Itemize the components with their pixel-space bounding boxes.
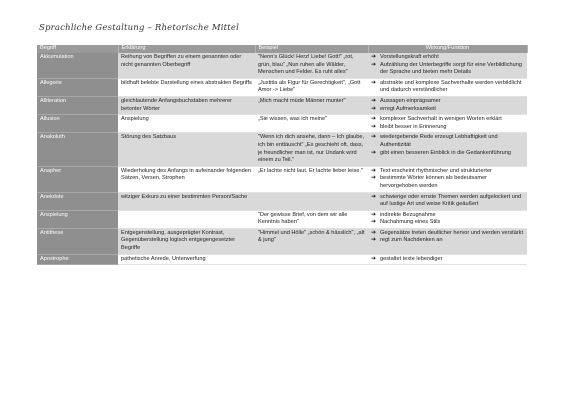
arrow-right-icon: ➔ <box>371 134 377 141</box>
term-cell: Akkumulation <box>37 53 118 78</box>
term-cell: Anapher <box>37 166 118 192</box>
effect-item <box>371 124 524 132</box>
effect-cell <box>368 53 527 78</box>
explanation-cell: pathetische Anrede, Unterwerfung <box>118 254 255 265</box>
arrow-right-icon: ➔ <box>371 219 377 226</box>
effect-text: bleibt besser in Erinnerung <box>380 123 447 130</box>
effect-text: gestaltet texte lebendiger <box>380 255 443 262</box>
effect-item <box>371 219 524 227</box>
example-cell: "Der gewisse Brief, von dem wir alle Kenntnis haben" <box>255 210 368 228</box>
example-cell: "Himmel und Hölle" „schön & hässlich", „alt & jung" <box>255 228 368 254</box>
example-cell: "Nenn's Glück! Herz! Liebe! Gott!" „rot, grün, blau" „Nun ruhen alle Wälder, Menschen und Felder. Es ruht alles" <box>255 53 368 78</box>
explanation-cell: Entgegenstellung, ausgeprägter Kontrast, Gegenüberstellung logisch entgegengesetzter Begriffe <box>118 228 255 254</box>
table-row <box>37 210 527 228</box>
arrow-right-icon: ➔ <box>371 105 377 112</box>
arrow-right-icon: ➔ <box>371 237 377 244</box>
term-cell: Allusion <box>37 115 118 133</box>
example-cell <box>255 192 368 210</box>
arrow-right-icon: ➔ <box>371 211 377 218</box>
header-term: Begriff <box>37 45 118 53</box>
effect-text: indirekte Bezugnahme <box>380 211 436 218</box>
effect-item <box>371 168 524 176</box>
effect-item <box>371 237 524 245</box>
header-explanation: Erklärung <box>118 45 255 53</box>
header-example: Beispiel <box>255 45 368 53</box>
explanation-cell: witziger Exkurs zu einer bestimmten Person/Sache <box>118 192 255 210</box>
effect-cell <box>368 210 527 228</box>
table-row <box>37 115 527 133</box>
effect-item <box>371 256 524 264</box>
example-cell: „Mich macht müde Männer munter" <box>255 96 368 114</box>
table-row <box>37 192 527 210</box>
example-cell: „Sie wissen, was ich meine" <box>255 115 368 133</box>
arrow-right-icon: ➔ <box>371 229 377 236</box>
effect-text: bestimmte Wörter können als bedeutsamer hervorgehoben werden <box>380 175 487 189</box>
table-row <box>37 166 527 192</box>
effect-item <box>371 175 524 190</box>
effect-text: wiedergebende Rede erzeugt Lebhaftigkeit und Authentizität <box>380 134 498 148</box>
example-cell <box>255 254 368 265</box>
explanation-cell: Wiederholung des Anfangs in aufeinander folgenden Sätzen, Versen, Strophen <box>118 166 255 192</box>
arrow-right-icon: ➔ <box>371 193 377 200</box>
table-row <box>37 254 527 265</box>
arrow-right-icon: ➔ <box>371 116 377 123</box>
example-cell: "Wenn ich dich ansehe, dann – Ich glaube, ich bin enttäuscht" „Es geschieht oft, dass, je freundlicher man ist, nur Undank wird einem zu Teil." <box>255 133 368 166</box>
page-title: Sprachliche Gestaltung – Rhetorische Mittel <box>39 23 240 33</box>
effect-item <box>371 54 524 62</box>
effect-item <box>371 194 524 209</box>
table-row <box>37 228 527 254</box>
effect-item <box>371 212 524 220</box>
table-row <box>37 78 527 96</box>
effect-text: erregt Aufmerksamkeit <box>380 105 436 112</box>
header-effect: Wirkung/Funktion <box>368 45 527 53</box>
term-cell: Anekdote <box>37 192 118 210</box>
term-cell: Anakoluth <box>37 133 118 166</box>
effect-item <box>371 134 524 149</box>
rhetoric-table <box>37 45 528 265</box>
table-row <box>37 96 527 114</box>
arrow-right-icon: ➔ <box>371 255 377 262</box>
arrow-right-icon: ➔ <box>371 149 377 156</box>
term-cell: Antithese <box>37 228 118 254</box>
arrow-right-icon: ➔ <box>371 61 377 68</box>
effect-cell <box>368 78 527 96</box>
effect-item <box>371 98 524 106</box>
effect-text: regt zum Nachdenken an <box>380 237 443 244</box>
arrow-right-icon: ➔ <box>371 123 377 130</box>
effect-text: gibt einen besseren Einblick in die Gedankenführung <box>380 149 511 156</box>
term-cell: Alliteration <box>37 96 118 114</box>
table-row <box>37 53 527 78</box>
effect-text: Aussagen einprägsamer <box>380 97 441 104</box>
effect-text: Text erscheint rhythmischer und strukturierter <box>380 167 492 174</box>
arrow-right-icon: ➔ <box>371 54 377 60</box>
explanation-cell: gleichlautende Anfangsbuchstaben mehrerer betonter Wörter <box>118 96 255 114</box>
effect-text: schwierige oder ernste Themen werden aufgelockert und auf lustige Art und weise Kritik geäußert <box>380 193 522 208</box>
example-cell: „Er lachte nicht laut. Er lachte lieber leise." <box>255 166 368 192</box>
example-cell: „Justitia als Figur für Gerechtigkeit", „Gott Amor -> Liebe" <box>255 78 368 96</box>
effect-item <box>371 106 524 114</box>
table-row <box>37 133 527 166</box>
term-cell: Apostrophe <box>37 254 118 265</box>
arrow-right-icon: ➔ <box>371 79 377 86</box>
effect-item <box>371 150 524 158</box>
explanation-cell <box>118 210 255 228</box>
effect-cell <box>368 228 527 254</box>
term-cell: Allegorie <box>37 78 118 96</box>
effect-cell <box>368 192 527 210</box>
effect-item <box>371 230 524 238</box>
arrow-right-icon: ➔ <box>371 175 377 182</box>
effect-text: Aufzählung der Unterbegriffe sorgt für eine Verbildlichung der Sprache und bieten mehr Details <box>380 61 523 76</box>
effect-text: Nachahmung eines Stils <box>380 219 441 226</box>
effect-item <box>371 116 524 124</box>
effect-cell <box>368 96 527 114</box>
explanation-cell: bildhaft belebte Darstellung eines abstrakten Begriffs <box>118 78 255 96</box>
table-header-row <box>37 45 527 53</box>
arrow-right-icon: ➔ <box>371 97 377 104</box>
effect-cell <box>368 254 527 265</box>
arrow-right-icon: ➔ <box>371 167 377 174</box>
effect-cell <box>368 166 527 192</box>
effect-cell <box>368 133 527 166</box>
effect-text: abstrakte und komplexe Sachverhalte werden verbildlicht und dadurch verständlicher <box>380 79 522 94</box>
explanation-cell: Störung des Satzbaus <box>118 133 255 166</box>
effect-text: Gegensätze treten deutlicher hervor und werden verstärkt <box>380 229 524 236</box>
effect-item <box>371 62 524 77</box>
explanation-cell: Reihung von Begriffen zu einem genannten oder nicht genannten Oberbegriff <box>118 53 255 78</box>
effect-cell <box>368 115 527 133</box>
explanation-cell: Anspielung <box>118 115 255 133</box>
effect-text: Vorstellungskraft erhöht <box>380 54 439 60</box>
effect-item <box>371 80 524 95</box>
effect-text: komplexer Sachverhalt in wenigen Worten erklärt <box>380 116 502 123</box>
term-cell: Anspielung <box>37 210 118 228</box>
